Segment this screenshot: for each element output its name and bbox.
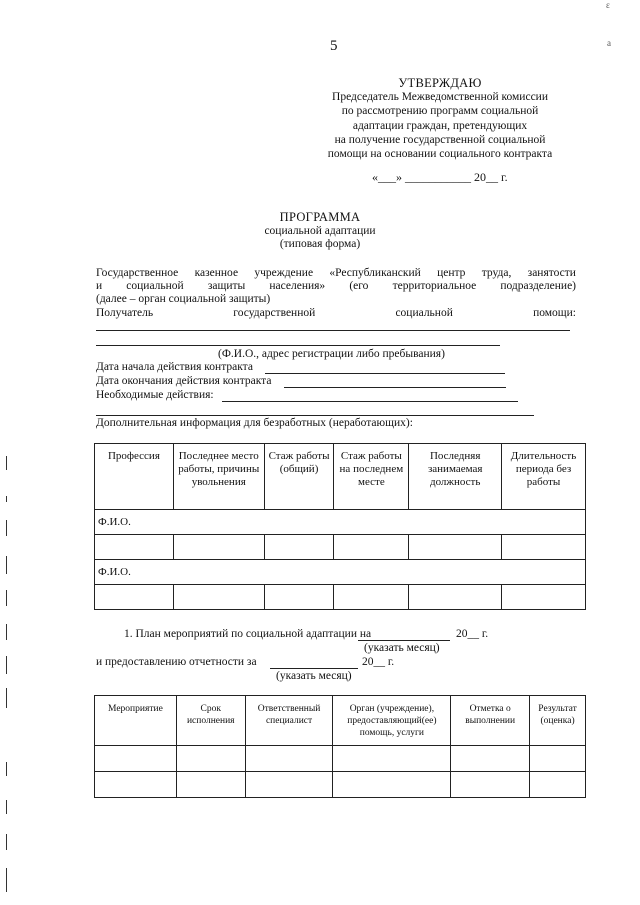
table-cell[interactable] [95, 772, 177, 798]
table-cell[interactable] [334, 535, 409, 560]
table-cell[interactable] [245, 772, 333, 798]
column-header: Профессия [95, 444, 174, 510]
institution-line-1 [96, 267, 576, 281]
scan-margin-bar [6, 656, 7, 674]
word: защиты [207, 280, 246, 292]
word: и [96, 280, 103, 292]
table-cell[interactable] [409, 535, 502, 560]
unemployed-info-table [94, 443, 586, 610]
table-row [95, 560, 586, 585]
plan-month-field[interactable] [358, 640, 450, 641]
word: труда, [481, 267, 512, 279]
table-cell[interactable] [451, 746, 530, 772]
unemployed-info-label: Дополнительная информация для безработных (неработающих): [96, 417, 413, 429]
word: подразделение) [500, 280, 576, 292]
table-cell[interactable] [333, 772, 451, 798]
approval-line: Председатель Межведомственной комиссии [332, 91, 548, 104]
recipient-fill-line[interactable] [96, 345, 500, 346]
scan-margin-bar [6, 834, 7, 850]
table-cell[interactable] [95, 585, 174, 610]
column-header: Срок исполнения [176, 696, 245, 746]
actions-field-extra[interactable] [96, 415, 534, 416]
program-subtitle: социальной адаптации [264, 224, 376, 237]
scan-margin-bar [6, 496, 7, 502]
table-cell[interactable] [334, 585, 409, 610]
scan-margin-bar [6, 456, 7, 470]
column-header: Последнее место работы, причины увольнения [173, 444, 264, 510]
word: «Республиканский [329, 267, 421, 279]
table-cell[interactable] [530, 772, 586, 798]
table-row [95, 585, 586, 610]
actions-label: Необходимые действия: [96, 389, 214, 401]
table-row [95, 746, 586, 772]
approval-line: адаптации граждан, претендующих [352, 119, 528, 132]
institution-line-3: (далее – орган социальной защиты) [96, 293, 271, 305]
table-cell[interactable] [333, 746, 451, 772]
recipient-fill-line[interactable] [96, 330, 570, 331]
word: (его [349, 280, 369, 292]
table-cell[interactable] [95, 535, 174, 560]
plan-line-2-prefix: и предоставлению отчетности за [96, 656, 257, 668]
contract-end-field[interactable] [284, 387, 506, 388]
column-header: Стаж работы на последнем месте [334, 444, 409, 510]
plan-line-2-suffix: 20__ г. [362, 656, 395, 668]
table-cell[interactable] [176, 772, 245, 798]
approval-block [300, 76, 580, 161]
page-number: 5 [330, 38, 338, 54]
table-cell[interactable] [95, 746, 177, 772]
contract-start-field[interactable] [265, 373, 505, 374]
scan-margin-bar [6, 520, 7, 536]
scan-margin-bar [6, 590, 7, 606]
column-header: Результат (оценка) [530, 696, 586, 746]
word: центр [437, 267, 466, 279]
word: казенное [194, 267, 239, 279]
table-cell[interactable] [264, 535, 334, 560]
column-header: Мероприятие [95, 696, 177, 746]
scan-margin-bar [6, 688, 7, 708]
table-header-row [95, 696, 586, 746]
actions-field[interactable] [222, 401, 518, 402]
person-fio-label: Ф.И.О. [95, 560, 586, 585]
scan-mark-right: a [607, 38, 611, 48]
table-row [95, 535, 586, 560]
contract-start-label: Дата начала действия контракта [96, 361, 253, 373]
column-header: Последняя занимаемая должность [409, 444, 502, 510]
column-header: Отметка о выполнении [451, 696, 530, 746]
scan-mark-top: ε [606, 0, 610, 10]
word: государственной [233, 307, 316, 319]
word: помощи: [533, 307, 576, 319]
report-month-hint: (указать месяц) [276, 670, 352, 682]
approval-line: помощи на основании социального контракта [327, 148, 553, 161]
report-month-field[interactable] [270, 668, 358, 669]
table-row [95, 772, 586, 798]
scan-margin-bar [6, 556, 7, 574]
institution-line-2 [96, 280, 576, 294]
table-row [95, 510, 586, 535]
plan-month-hint: (указать месяц) [364, 642, 440, 654]
column-header: Стаж работы (общий) [264, 444, 334, 510]
recipient-label [96, 307, 576, 321]
scan-margin-bar [6, 762, 7, 776]
recipient-fio-note: (Ф.И.О., адрес регистрации либо пребывания) [218, 348, 445, 360]
program-title-block [200, 211, 440, 252]
word: социальной [126, 280, 184, 292]
program-form-type: (типовая форма) [279, 238, 361, 250]
plan-table [94, 695, 586, 798]
column-header: Ответственный специалист [245, 696, 333, 746]
table-cell[interactable] [502, 535, 586, 560]
word: населения» [269, 280, 326, 292]
contract-end-label: Дата окончания действия контракта [96, 375, 272, 387]
table-cell[interactable] [264, 585, 334, 610]
word: Получатель [96, 307, 154, 319]
approval-heading: УТВЕРЖДАЮ [398, 76, 482, 90]
word: социальной [395, 307, 453, 319]
table-cell[interactable] [530, 746, 586, 772]
table-cell[interactable] [245, 746, 333, 772]
column-header: Орган (учреждение), предоставляющий(ее) помощь, услуги [333, 696, 451, 746]
scan-margin-bar [6, 868, 7, 892]
approval-line: на получение государственной социальной [334, 133, 546, 146]
person-fio-label: Ф.И.О. [95, 510, 586, 535]
table-cell[interactable] [502, 585, 586, 610]
plan-line-1-suffix: 20__ г. [456, 628, 489, 640]
scan-margin-bar [6, 624, 7, 640]
approval-line: по рассмотрению программ социальной [341, 105, 539, 118]
word: территориальное [392, 280, 477, 292]
scan-margin-bar [6, 800, 7, 814]
table-cell[interactable] [409, 585, 502, 610]
table-header-row [95, 444, 586, 510]
approval-date: «___» ___________ 20__ г. [372, 170, 508, 184]
table-cell[interactable] [176, 746, 245, 772]
word: занятости [527, 267, 576, 279]
word: учреждение [254, 267, 314, 279]
plan-line-1-prefix: 1. План мероприятий по социальной адаптации на [124, 628, 372, 640]
word: Государственное [96, 267, 179, 279]
table-cell[interactable] [451, 772, 530, 798]
table-cell[interactable] [173, 535, 264, 560]
column-header: Длительность периода без работы [502, 444, 586, 510]
program-title: ПРОГРАММА [279, 210, 361, 224]
table-cell[interactable] [173, 585, 264, 610]
